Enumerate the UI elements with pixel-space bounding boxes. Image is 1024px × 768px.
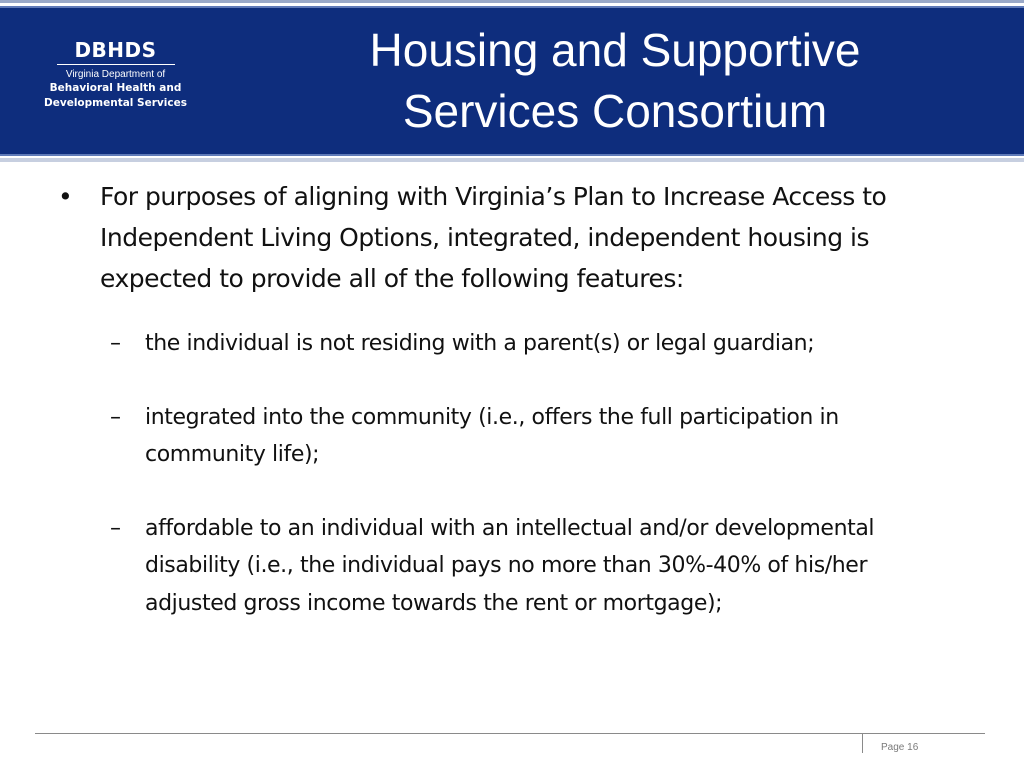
footer-divider [35, 733, 985, 734]
sub-bullet-item [110, 510, 958, 623]
sub-bullet-text: integrated into the community (i.e., offers the full participation in community life); [145, 404, 839, 467]
slide-content [58, 176, 958, 658]
slide-title [300, 20, 930, 142]
slide-title-line-2: Services Consortium [402, 85, 828, 137]
footer-tick [862, 733, 863, 753]
logo-line-2: Behavioral Health and [49, 82, 182, 94]
logo-line-1: Virginia Department of [65, 69, 166, 80]
sub-bullet-item [110, 325, 958, 363]
dash-icon: – [110, 515, 121, 541]
bullet-icon: • [58, 182, 73, 211]
main-bullet-text: For purposes of aligning with Virginia’s Plan to Increase Access to Independent Living Options, integrated, independent housing is expected to provide all of the following features: [100, 182, 887, 293]
dash-icon: – [110, 404, 121, 430]
main-bullet [58, 176, 958, 299]
logo-abbreviation: DBHDS [74, 38, 157, 62]
sub-bullet-text: affordable to an individual with an intellectual and/or developmental disability (i.e., the individual pays no more than 30%-40% of his/her adjusted gross income towards the rent or mortgage); [145, 515, 875, 616]
logo-line-3: Developmental Services [44, 97, 187, 109]
slide-title-line-1: Housing and Supportive [369, 24, 861, 76]
sub-bullet-list [110, 325, 958, 622]
sub-bullet-text: the individual is not residing with a parent(s) or legal guardian; [145, 331, 815, 356]
dash-icon: – [110, 331, 121, 356]
logo-rule [57, 64, 175, 65]
header-underline [0, 158, 1024, 162]
dbhds-logo [28, 38, 203, 111]
page-number: Page 16 [881, 742, 919, 753]
sub-bullet-item [110, 399, 958, 474]
top-accent-line [0, 0, 1024, 3]
